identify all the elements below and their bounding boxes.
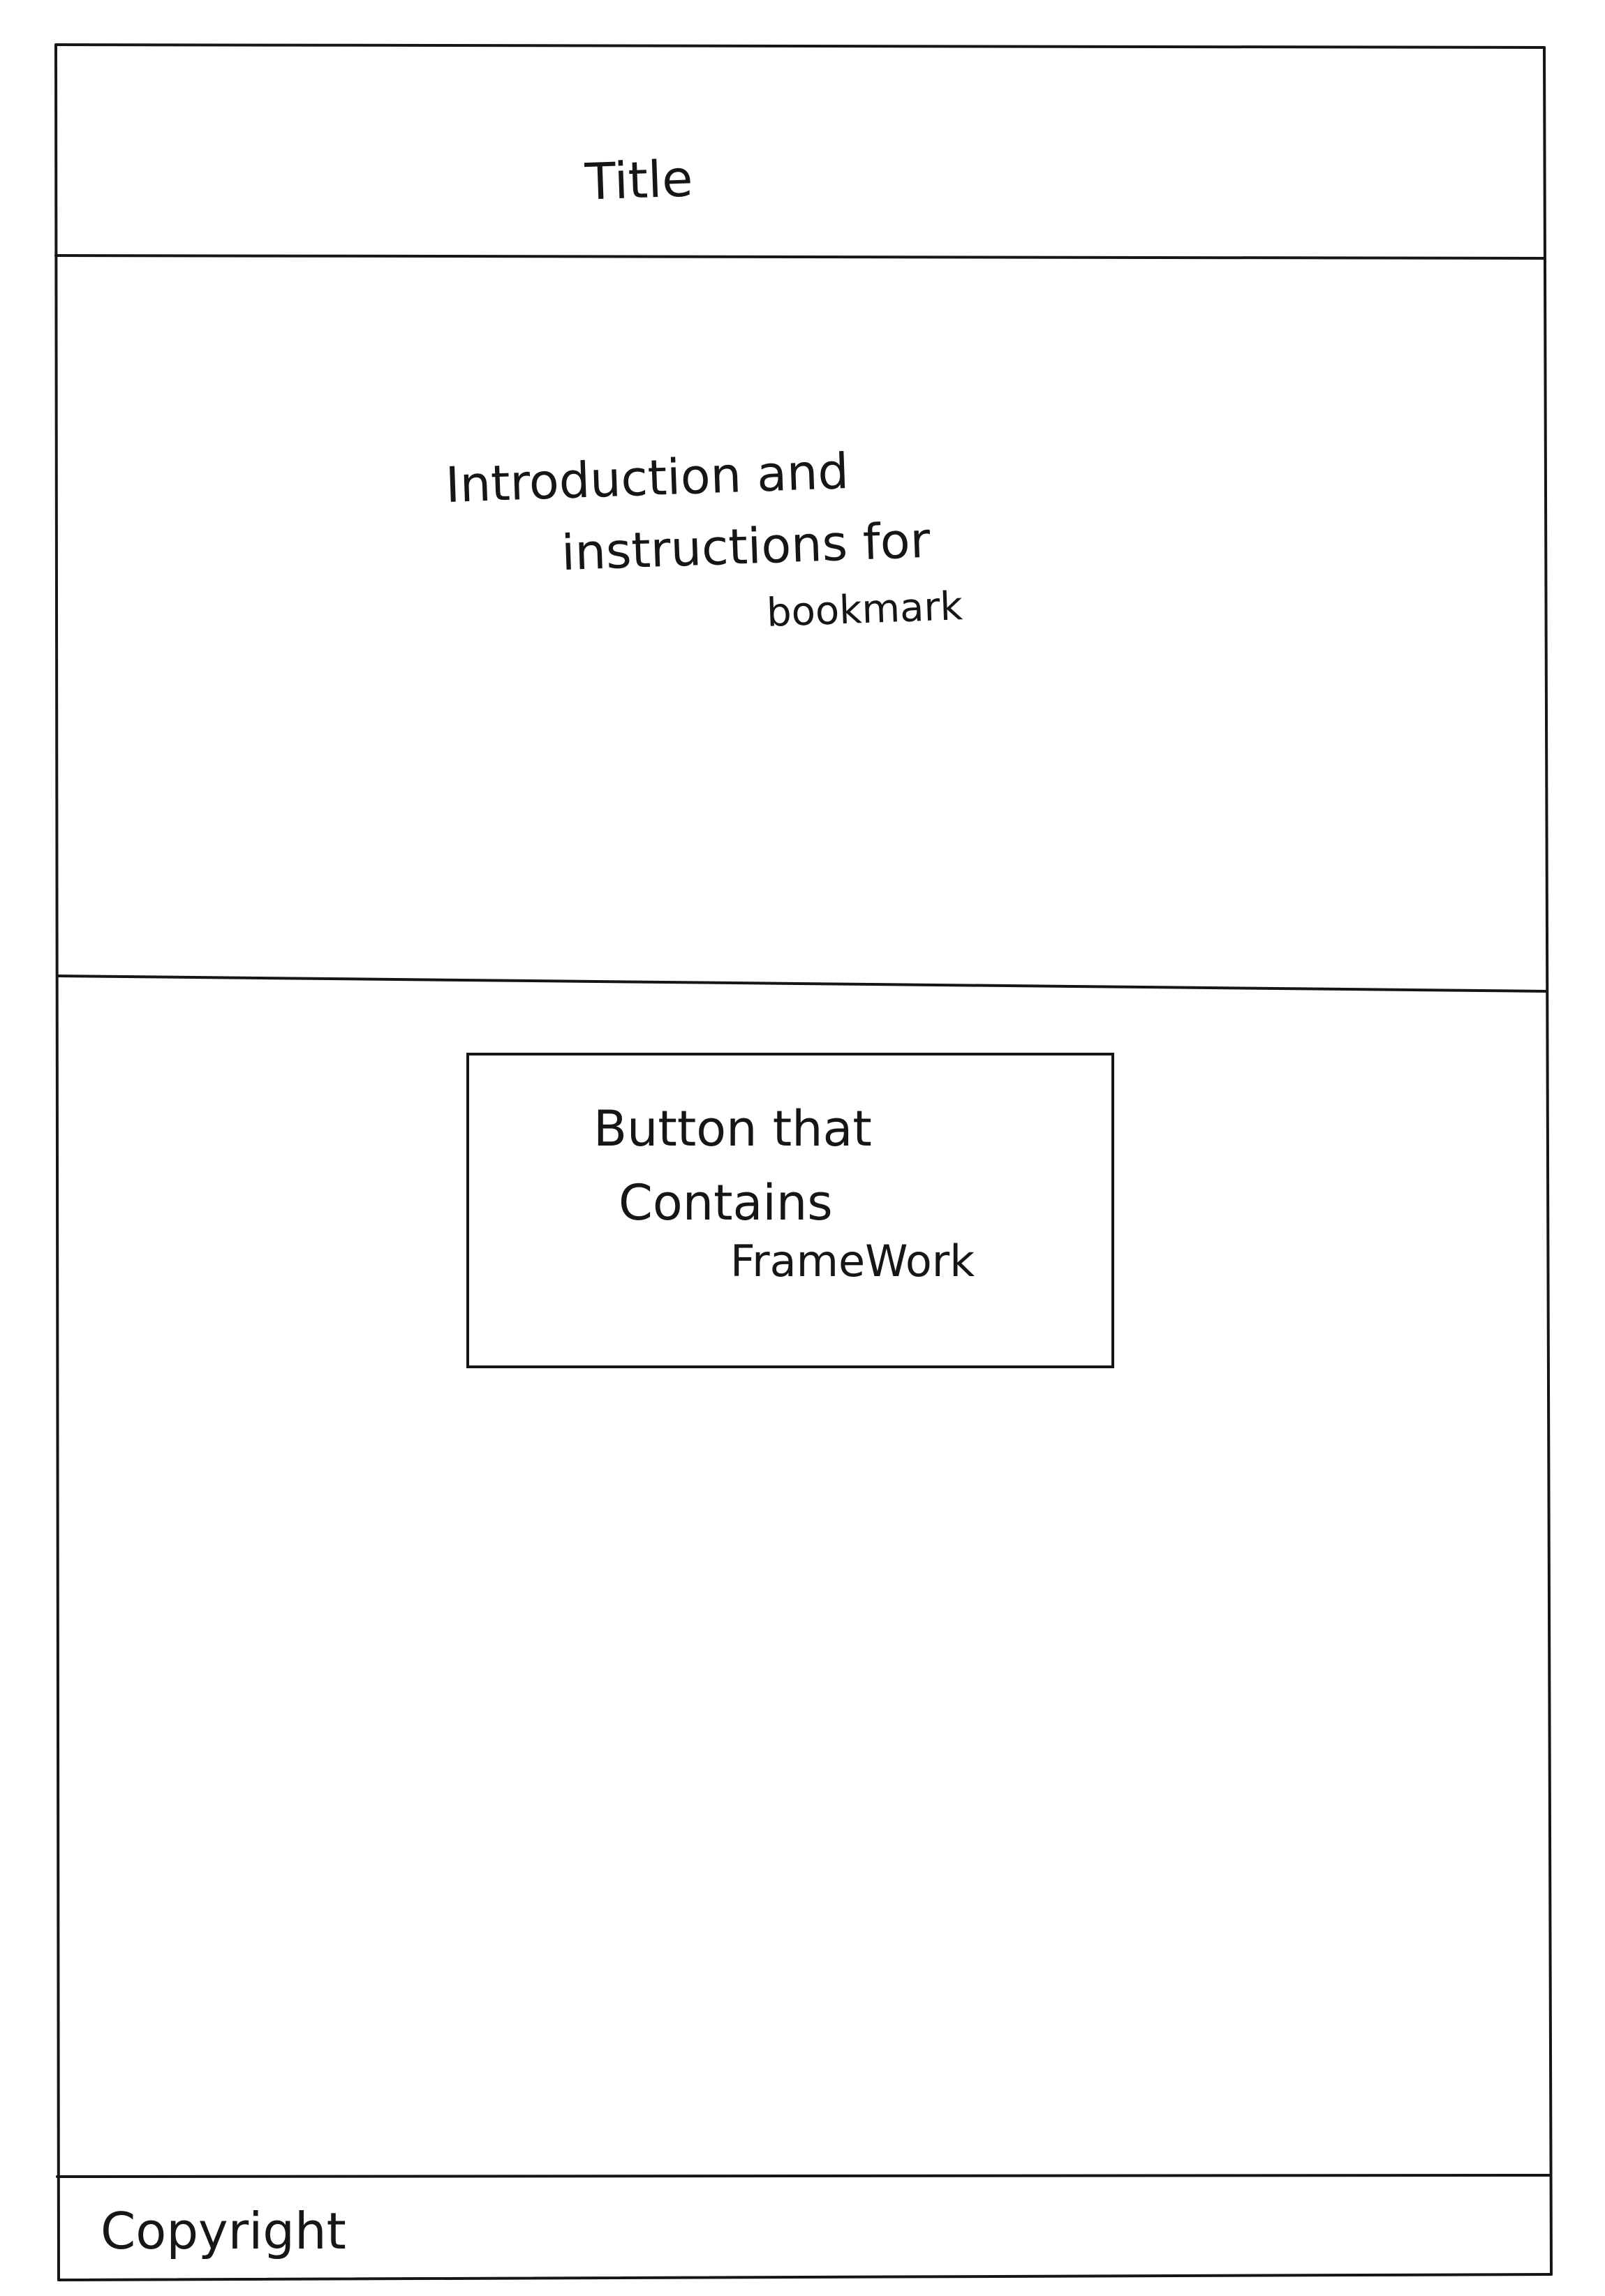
intro-text-line-2: instructions for <box>560 511 931 582</box>
page-title: Title <box>584 149 694 212</box>
header-divider <box>56 255 1544 258</box>
framework-button-label-line-3: FrameWork <box>730 1236 975 1287</box>
page-border-right <box>1544 47 1551 2274</box>
page-border-left <box>56 45 59 2280</box>
framework-button-label-line-1: Button that <box>593 1100 872 1157</box>
footer-copyright: Copyright <box>101 2202 346 2260</box>
footer-divider <box>57 2175 1550 2177</box>
intro-text-line-1: Introduction and <box>444 442 850 514</box>
page-border-bottom <box>59 2274 1551 2280</box>
intro-divider <box>57 976 1547 991</box>
page-border-top <box>56 45 1544 47</box>
intro-text-line-3: bookmark <box>765 584 963 636</box>
framework-button[interactable] <box>466 1053 1114 1368</box>
framework-button-label-line-2: Contains <box>619 1174 833 1231</box>
